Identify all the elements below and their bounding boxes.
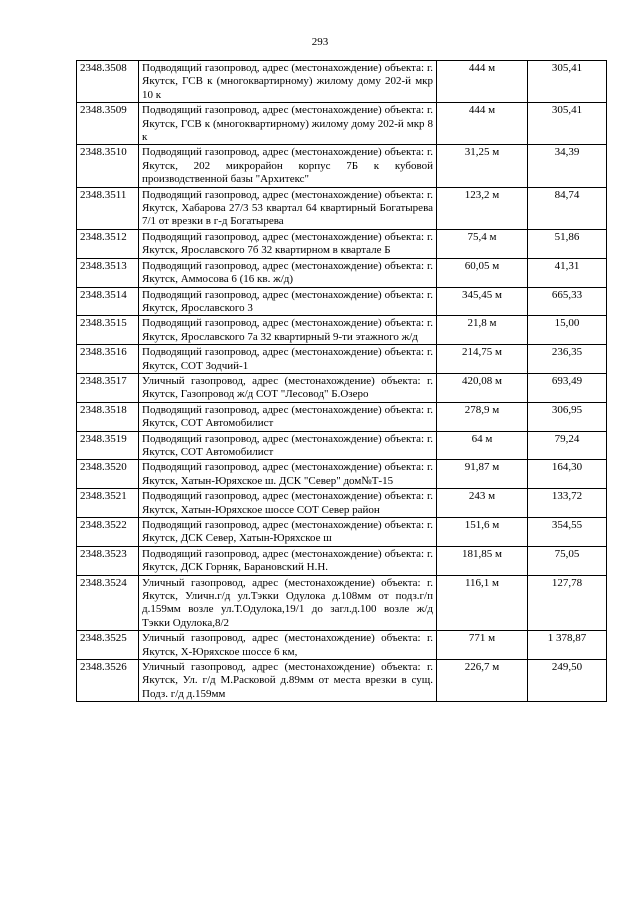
object-description-cell: Подводящий газопровод, адрес (местонахождение) объекта: г. Якутск, Ярославского 7а 32 квартирный 9-ти этажного ж/д [139, 316, 437, 345]
registry-code-cell: 2348.3520 [77, 460, 139, 489]
value-cell: 84,74 [528, 187, 607, 229]
length-cell: 214,75 м [437, 345, 528, 374]
value-cell: 693,49 [528, 373, 607, 402]
length-cell: 31,25 м [437, 145, 528, 187]
table-row [77, 431, 607, 460]
value-cell: 665,33 [528, 287, 607, 316]
registry-code-cell: 2348.3521 [77, 489, 139, 518]
registry-code-cell: 2348.3522 [77, 518, 139, 547]
registry-code-cell: 2348.3524 [77, 575, 139, 631]
table-row [77, 145, 607, 187]
length-cell: 91,87 м [437, 460, 528, 489]
object-description-cell: Подводящий газопровод, адрес (местонахождение) объекта: г. Якутск, Хатын-Юряхское шоссе СОТ Север район [139, 489, 437, 518]
value-cell: 305,41 [528, 103, 607, 145]
object-description-cell: Уличный газопровод, адрес (местонахождение) объекта: г. Якутск, Уличн.г/д ул.Тэкки Одулока д.108мм от подз.г/п д.159мм возле ул.Т.Одулока,19/1 до загл.д.100 возле ж/д Тэкки Одулока,8/2 [139, 575, 437, 631]
value-cell: 354,55 [528, 518, 607, 547]
object-description-cell: Подводящий газопровод, адрес (местонахождение) объекта: г. Якутск, Ярославского 3 [139, 287, 437, 316]
table-row [77, 460, 607, 489]
page-number: 293 [311, 36, 329, 48]
object-description-cell: Подводящий газопровод, адрес (местонахождение) объекта: г. Якутск, ГСВ к (многоквартирному) жилому дому 202-й мкр 8 к [139, 103, 437, 145]
length-cell: 151,6 м [437, 518, 528, 547]
value-cell: 79,24 [528, 431, 607, 460]
length-cell: 243 м [437, 489, 528, 518]
value-cell: 164,30 [528, 460, 607, 489]
table-row [77, 518, 607, 547]
value-cell: 305,41 [528, 61, 607, 103]
table-row [77, 660, 607, 702]
table-row [77, 287, 607, 316]
object-description-cell: Подводящий газопровод, адрес (местонахождение) объекта: г. Якутск, Хабарова 27/3 53 квартал 64 квартирный Богатырева 7/1 от врезки в г-д Богатырева [139, 187, 437, 229]
table-row [77, 316, 607, 345]
table-row [77, 373, 607, 402]
registry-code-cell: 2348.3508 [77, 61, 139, 103]
length-cell: 116,1 м [437, 575, 528, 631]
table-row [77, 187, 607, 229]
table-row [77, 489, 607, 518]
object-description-cell: Уличный газопровод, адрес (местонахождение) объекта: г. Якутск, Х-Юряхское шоссе 6 км, [139, 631, 437, 660]
object-description-cell: Уличный газопровод, адрес (местонахождение) объекта: г. Якутск, Газопровод ж/д СОТ "Лесовод" Б.Озеро [139, 373, 437, 402]
length-cell: 181,85 м [437, 546, 528, 575]
value-cell: 75,05 [528, 546, 607, 575]
table-row [77, 103, 607, 145]
registry-code-cell: 2348.3509 [77, 103, 139, 145]
value-cell: 15,00 [528, 316, 607, 345]
object-description-cell: Подводящий газопровод, адрес (местонахождение) объекта: г. Якутск, Ярославского 7б 32 квартирном в квартале Б [139, 229, 437, 258]
registry-code-cell: 2348.3525 [77, 631, 139, 660]
registry-code-cell: 2348.3515 [77, 316, 139, 345]
value-cell: 306,95 [528, 402, 607, 431]
value-cell: 127,78 [528, 575, 607, 631]
object-description-cell: Подводящий газопровод, адрес (местонахождение) объекта: г. Якутск, ДСК Горняк, Барановский Н.Н. [139, 546, 437, 575]
registry-code-cell: 2348.3518 [77, 402, 139, 431]
length-cell: 345,45 м [437, 287, 528, 316]
registry-code-cell: 2348.3514 [77, 287, 139, 316]
registry-code-cell: 2348.3511 [77, 187, 139, 229]
value-cell: 41,31 [528, 258, 607, 287]
object-description-cell: Уличный газопровод, адрес (местонахождение) объекта: г. Якутск, Ул. г/д М.Расковой д.89мм от места врезки в сущ. Подз. г/д д.159мм [139, 660, 437, 702]
length-cell: 123,2 м [437, 187, 528, 229]
value-cell: 236,35 [528, 345, 607, 374]
registry-code-cell: 2348.3510 [77, 145, 139, 187]
length-cell: 21,8 м [437, 316, 528, 345]
table-row [77, 61, 607, 103]
registry-code-cell: 2348.3517 [77, 373, 139, 402]
value-cell: 133,72 [528, 489, 607, 518]
registry-code-cell: 2348.3513 [77, 258, 139, 287]
object-description-cell: Подводящий газопровод, адрес (местонахождение) объекта: г. Якутск, СОТ Автомобилист [139, 431, 437, 460]
table-body [77, 61, 607, 702]
length-cell: 444 м [437, 61, 528, 103]
object-description-cell: Подводящий газопровод, адрес (местонахождение) объекта: г. Якутск, Аммосова 6 (16 кв. ж/д) [139, 258, 437, 287]
registry-code-cell: 2348.3523 [77, 546, 139, 575]
length-cell: 60,05 м [437, 258, 528, 287]
table-row [77, 229, 607, 258]
table-row [77, 631, 607, 660]
property-registry-table [76, 60, 607, 702]
length-cell: 75,4 м [437, 229, 528, 258]
object-description-cell: Подводящий газопровод, адрес (местонахождение) объекта: г. Якутск, ДСК Север, Хатын-Юряхское ш [139, 518, 437, 547]
length-cell: 444 м [437, 103, 528, 145]
table-row [77, 258, 607, 287]
length-cell: 278,9 м [437, 402, 528, 431]
object-description-cell: Подводящий газопровод, адрес (местонахождение) объекта: г. Якутск, ГСВ к (многоквартирному) жилому дому 202-й мкр 10 к [139, 61, 437, 103]
table-row [77, 345, 607, 374]
value-cell: 1 378,87 [528, 631, 607, 660]
object-description-cell: Подводящий газопровод, адрес (местонахождение) объекта: г. Якутск, 202 микрорайон корпус 7Б к кубовой производственной базы "Архитекс" [139, 145, 437, 187]
table-row [77, 546, 607, 575]
object-description-cell: Подводящий газопровод, адрес (местонахождение) объекта: г. Якутск, Хатын-Юряхское ш. ДСК "Север" дом№Т-15 [139, 460, 437, 489]
value-cell: 34,39 [528, 145, 607, 187]
value-cell: 51,86 [528, 229, 607, 258]
length-cell: 226,7 м [437, 660, 528, 702]
registry-code-cell: 2348.3512 [77, 229, 139, 258]
length-cell: 771 м [437, 631, 528, 660]
table-row [77, 402, 607, 431]
object-description-cell: Подводящий газопровод, адрес (местонахождение) объекта: г. Якутск, СОТ Зодчий-1 [139, 345, 437, 374]
length-cell: 64 м [437, 431, 528, 460]
registry-code-cell: 2348.3519 [77, 431, 139, 460]
registry-code-cell: 2348.3526 [77, 660, 139, 702]
value-cell: 249,50 [528, 660, 607, 702]
table-row [77, 575, 607, 631]
registry-code-cell: 2348.3516 [77, 345, 139, 374]
object-description-cell: Подводящий газопровод, адрес (местонахождение) объекта: г. Якутск, СОТ Автомобилист [139, 402, 437, 431]
length-cell: 420,08 м [437, 373, 528, 402]
